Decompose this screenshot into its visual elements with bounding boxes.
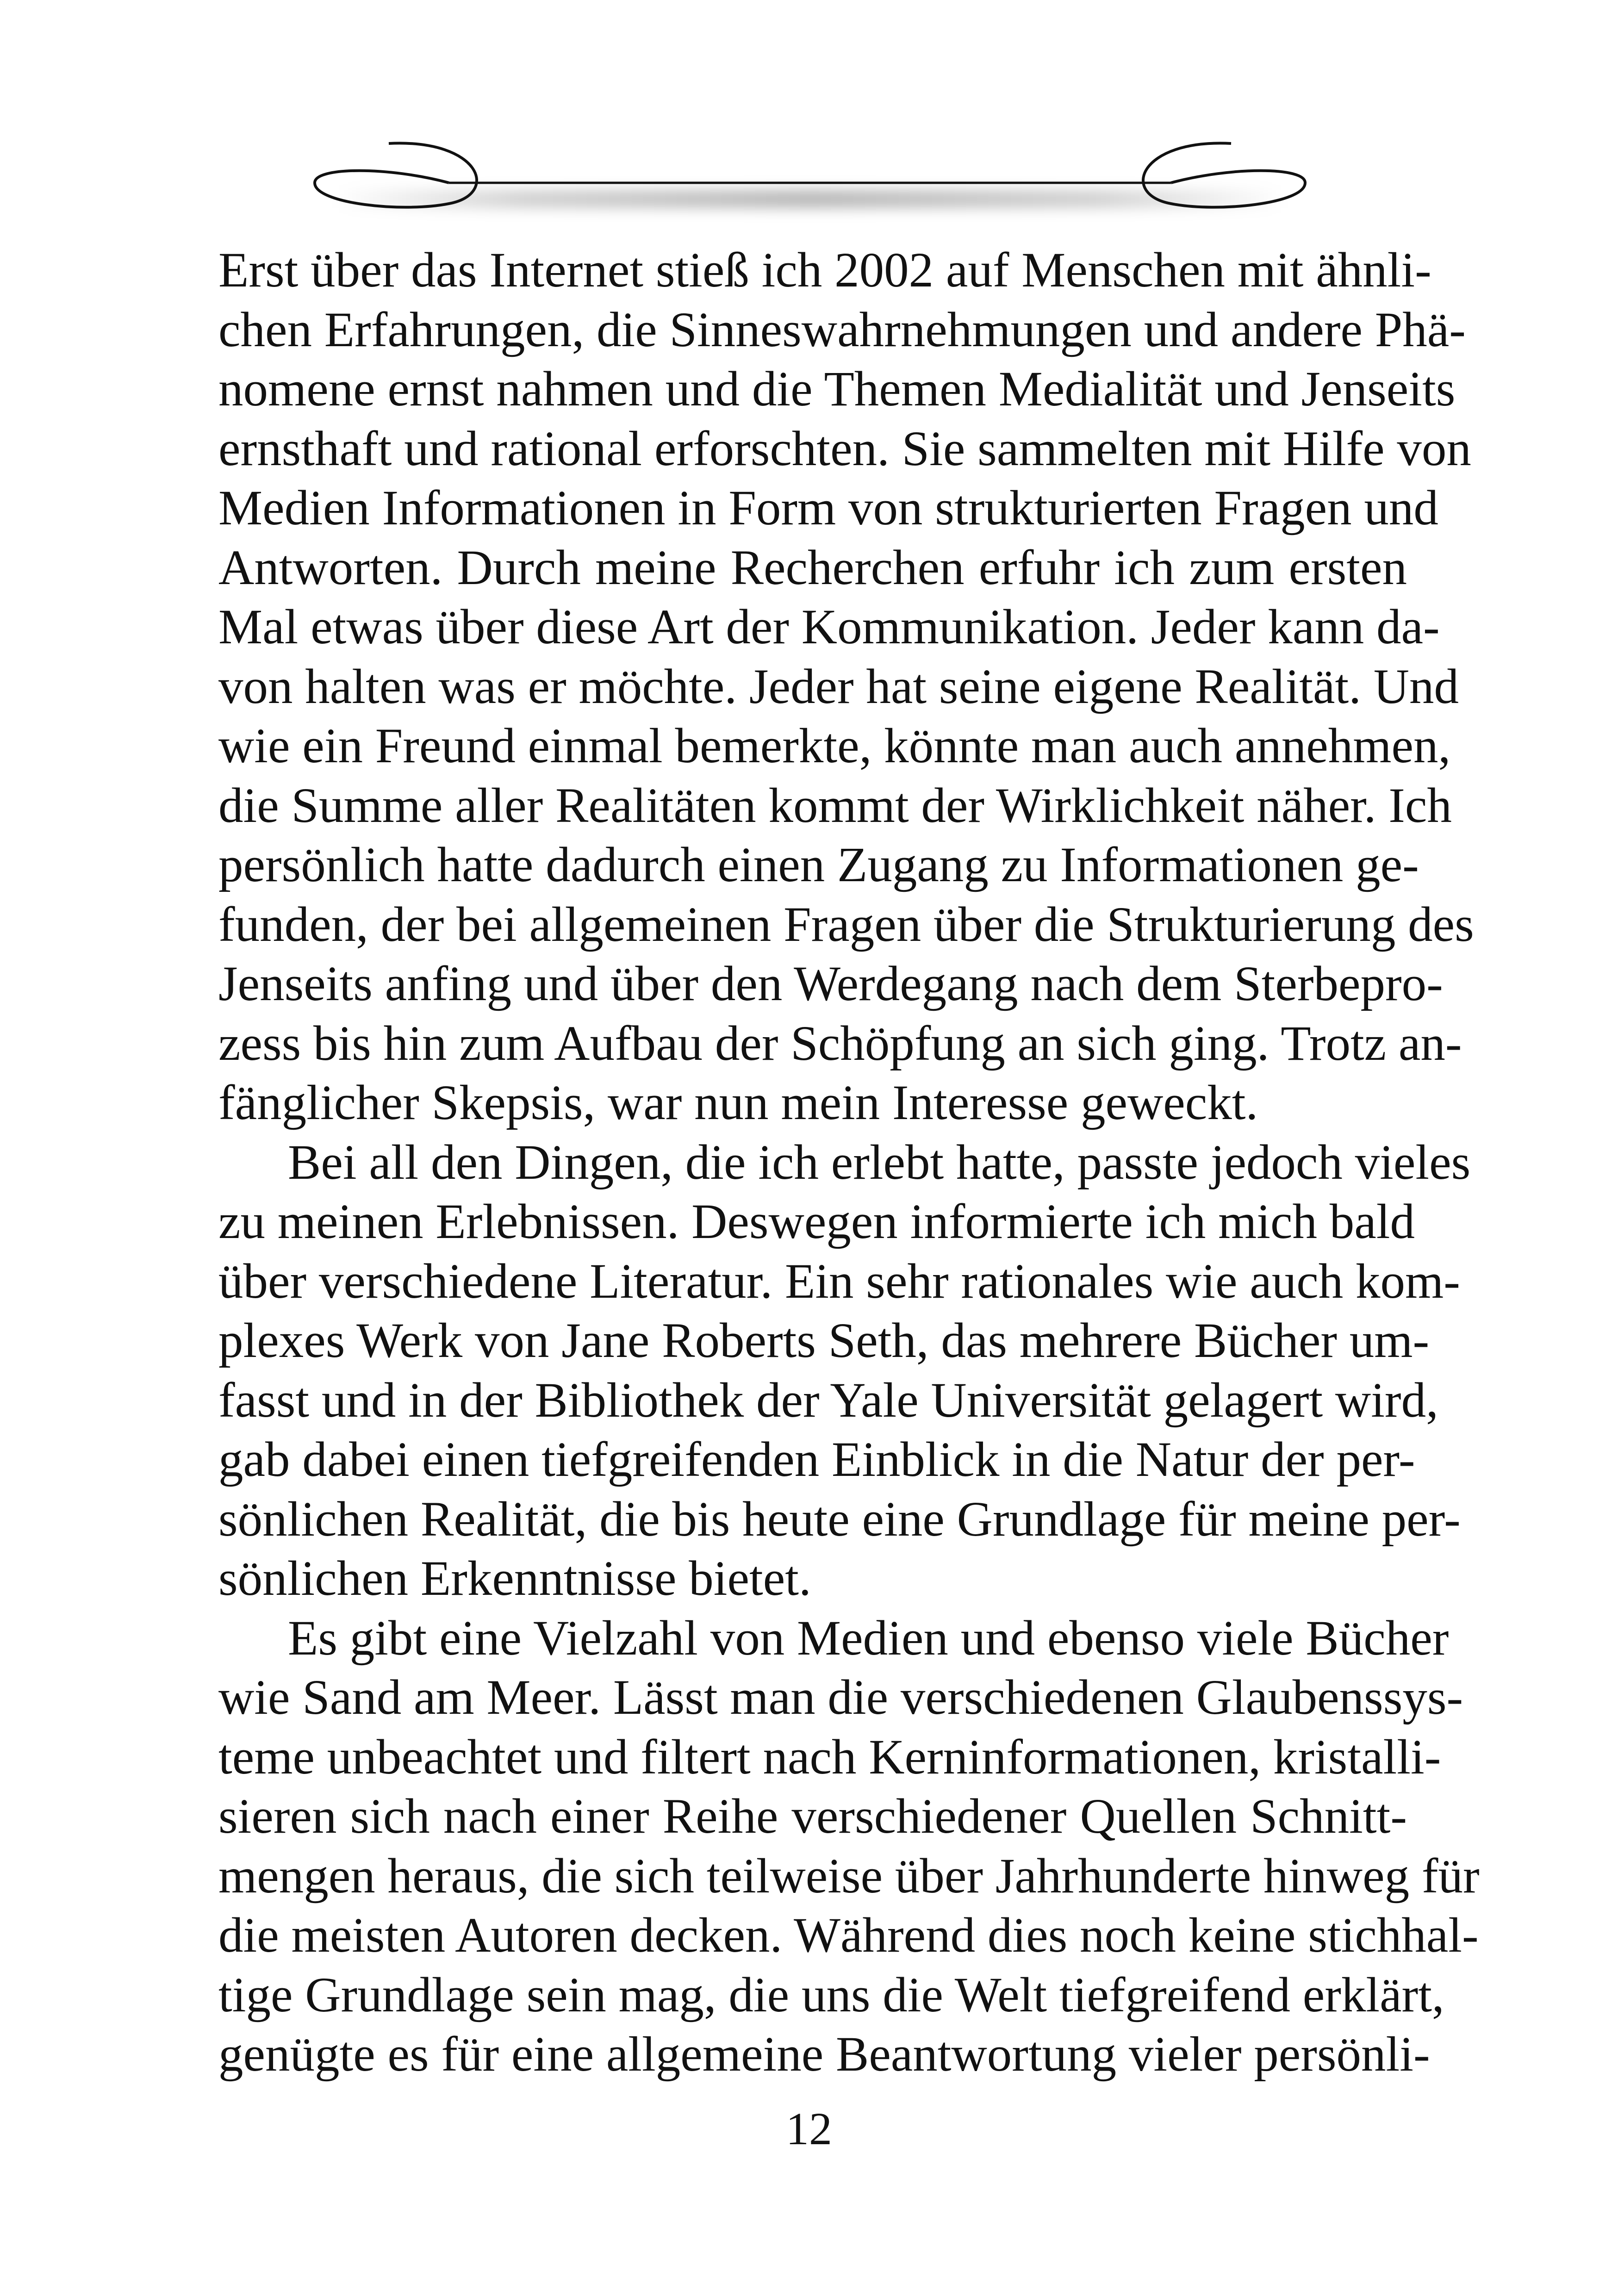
body-text: [218, 241, 1480, 2084]
text-line: sönlichen Erkenntnisse bietet.: [218, 1551, 811, 1606]
decorative-rule-icon: [296, 125, 1324, 231]
text-line: teme unbeachtet und filtert nach Kerninformationen, kristalli-: [218, 1730, 1441, 1785]
text-line: von halten was er möchte. Jeder hat seine eigene Realität. Und: [218, 659, 1459, 714]
text-line: genügte es für eine allgemeine Beantwortung vieler persönli-: [218, 2027, 1430, 2082]
text-line: wie Sand am Meer. Lässt man die verschiedenen Glaubenssys-: [218, 1670, 1463, 1725]
text-line: sieren sich nach einer Reihe verschiedener Quellen Schnitt-: [218, 1789, 1407, 1844]
text-line: Jenseits anfing und über den Werdegang nach dem Sterbepro-: [218, 957, 1443, 1011]
text-line: Bei all den Dingen, die ich erlebt hatte, passte jedoch vieles: [288, 1135, 1471, 1190]
text-line: Erst über das Internet stieß ich 2002 auf Menschen mit ähnli-: [218, 243, 1431, 298]
text-line: fasst und in der Bibliothek der Yale Universität gelagert wird,: [218, 1373, 1438, 1428]
text-line: funden, der bei allgemeinen Fragen über die Strukturierung des: [218, 897, 1474, 952]
text-line: zess bis hin zum Aufbau der Schöpfung an sich ging. Trotz an-: [218, 1016, 1462, 1071]
text-line: wie ein Freund einmal bemerkte, könnte man auch annehmen,: [218, 719, 1451, 773]
text-line: Mal etwas über diese Art der Kommunikation. Jeder kann da-: [218, 600, 1440, 654]
text-line: sönlichen Realität, die bis heute eine Grundlage für meine per-: [218, 1492, 1461, 1547]
text-line: die Summe aller Realitäten kommt der Wirklichkeit näher. Ich: [218, 778, 1452, 833]
text-line: plexes Werk von Jane Roberts Seth, das mehrere Bücher um-: [218, 1313, 1430, 1368]
text-line: nomene ernst nahmen und die Themen Medialität und Jenseits: [218, 362, 1456, 417]
text-line: chen Erfahrungen, die Sinneswahrnehmungen und andere Phä-: [218, 302, 1466, 357]
text-line: Antworten. Durch meine Recherchen erfuhr ich zum ersten: [218, 540, 1407, 595]
text-line: gab dabei einen tiefgreifenden Einblick in die Natur der per-: [218, 1432, 1415, 1487]
text-line: über verschiedene Literatur. Ein sehr rationales wie auch kom-: [218, 1254, 1460, 1309]
text-line: persönlich hatte dadurch einen Zugang zu Informationen ge-: [218, 838, 1419, 892]
text-line: zu meinen Erlebnissen. Deswegen informierte ich mich bald: [218, 1195, 1415, 1249]
text-line: die meisten Autoren decken. Während dies noch keine stichhal-: [218, 1908, 1479, 1963]
text-line: Es gibt eine Vielzahl von Medien und ebenso viele Bücher: [288, 1611, 1449, 1666]
text-line: tige Grundlage sein mag, die uns die Welt tiefgreifend erklärt,: [218, 1967, 1444, 2022]
page-number: 12: [786, 2103, 832, 2154]
text-line: ernsthaft und rational erforschten. Sie sammelten mit Hilfe von: [218, 421, 1471, 476]
text-line: fänglicher Skepsis, war nun mein Interesse geweckt.: [218, 1076, 1258, 1130]
text-line: Medien Informationen in Form von strukturierten Fragen und: [218, 481, 1438, 535]
text-line: mengen heraus, die sich teilweise über Jahrhunderte hinweg für: [218, 1848, 1480, 1904]
